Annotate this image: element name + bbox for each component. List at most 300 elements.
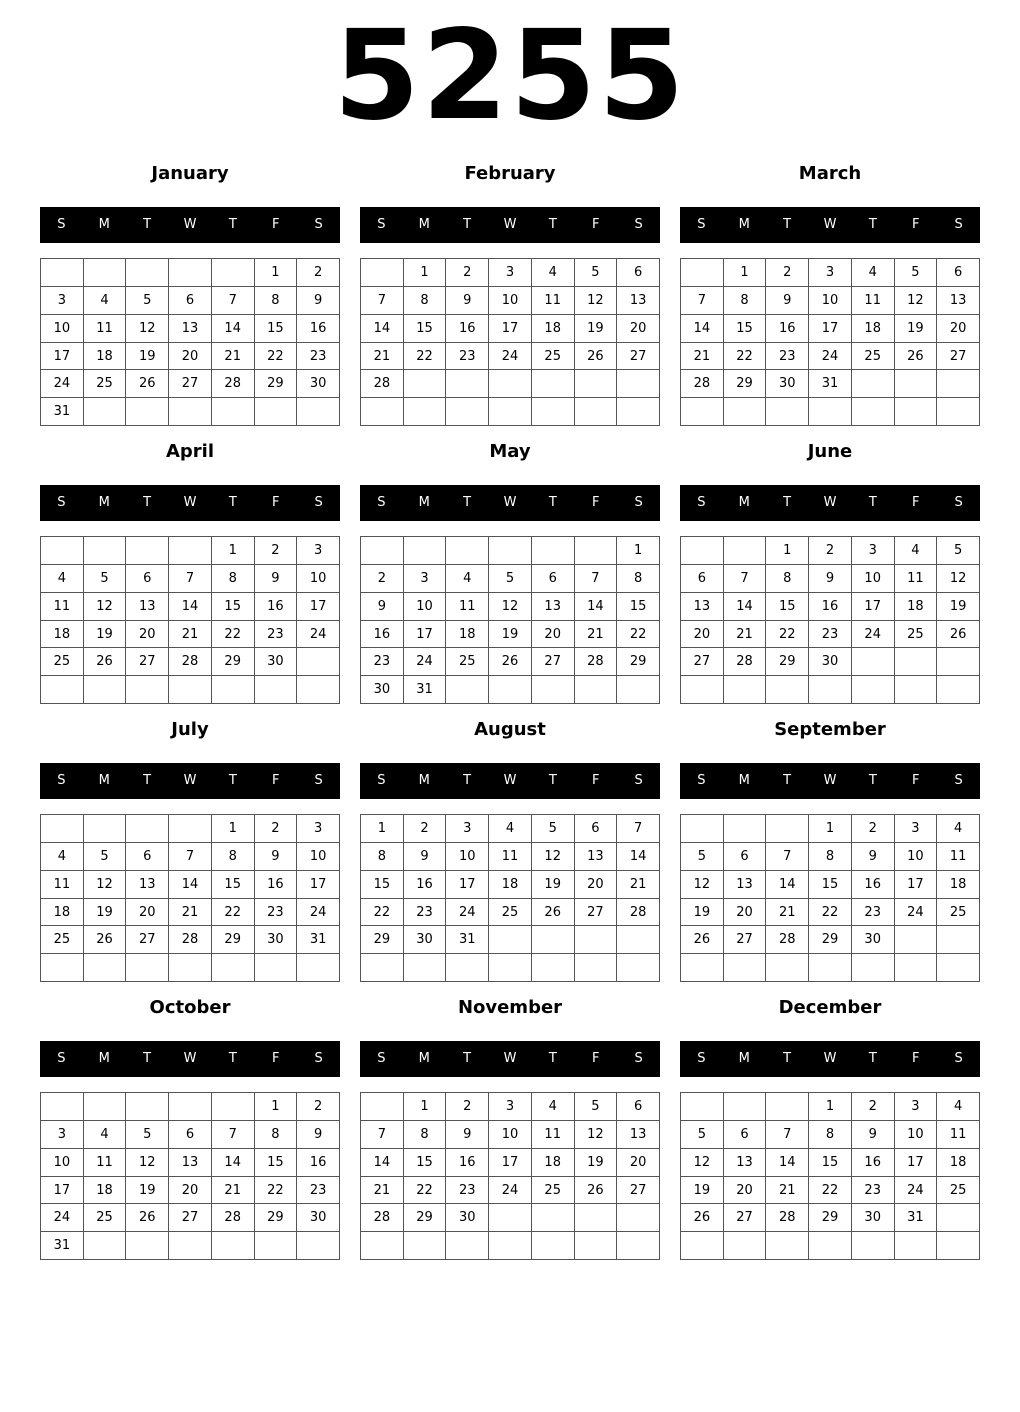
- day-cell: 20: [937, 315, 980, 343]
- day-cell: 9: [297, 287, 340, 315]
- day-cell: 30: [297, 370, 340, 398]
- day-cell: 28: [169, 648, 212, 676]
- empty-cell: [895, 398, 938, 426]
- day-cell: 11: [41, 871, 84, 899]
- day-cell: 3: [446, 815, 489, 843]
- day-cell: 7: [361, 287, 404, 315]
- day-cell: 1: [212, 537, 255, 565]
- day-cell: 17: [895, 871, 938, 899]
- day-cell: 30: [766, 370, 809, 398]
- empty-cell: [84, 259, 127, 287]
- day-cell: 20: [724, 1177, 767, 1205]
- weekday-label: T: [868, 773, 877, 788]
- month-name: October: [149, 997, 231, 1018]
- day-cell: 23: [297, 343, 340, 371]
- day-cell: 8: [255, 1121, 298, 1149]
- day-cell: 3: [297, 537, 340, 565]
- empty-cell: [446, 398, 489, 426]
- day-cell: 5: [575, 1093, 618, 1121]
- weekday-label: S: [954, 1051, 963, 1066]
- day-cell: 29: [255, 370, 298, 398]
- weekday-label: M: [98, 773, 110, 788]
- day-cell: 3: [809, 259, 852, 287]
- day-cell: 16: [852, 1149, 895, 1177]
- weekday-label: T: [548, 217, 557, 232]
- day-cell: 24: [852, 621, 895, 649]
- day-cell: 2: [852, 1093, 895, 1121]
- day-cell: 20: [575, 871, 618, 899]
- day-cell: 25: [489, 899, 532, 927]
- empty-cell: [617, 370, 660, 398]
- empty-cell: [724, 537, 767, 565]
- day-cell: 26: [937, 621, 980, 649]
- day-cell: 28: [212, 1204, 255, 1232]
- weekday-label: S: [57, 773, 66, 788]
- empty-cell: [169, 815, 212, 843]
- empty-cell: [126, 259, 169, 287]
- day-cell: 19: [681, 899, 724, 927]
- day-cell: 5: [84, 843, 127, 871]
- day-cell: 22: [809, 899, 852, 927]
- day-cell: 23: [852, 899, 895, 927]
- weekday-label: F: [271, 495, 280, 510]
- empty-cell: [41, 1093, 84, 1121]
- day-cell: 9: [255, 565, 298, 593]
- day-cell: 5: [532, 815, 575, 843]
- day-cell: 5: [126, 287, 169, 315]
- day-cell: 4: [41, 565, 84, 593]
- weekday-label: T: [548, 773, 557, 788]
- day-cell: 2: [404, 815, 447, 843]
- weekday-label: W: [823, 495, 837, 510]
- day-cell: 31: [404, 676, 447, 704]
- day-cell: 2: [361, 565, 404, 593]
- day-cell: 16: [297, 1149, 340, 1177]
- empty-cell: [532, 1232, 575, 1260]
- day-cell: 7: [169, 843, 212, 871]
- day-cell: 14: [766, 871, 809, 899]
- day-cell: 13: [724, 1149, 767, 1177]
- day-cell: 12: [84, 593, 127, 621]
- day-grid: [360, 258, 660, 426]
- weekday-label: F: [591, 773, 600, 788]
- day-cell: 8: [766, 565, 809, 593]
- day-cell: 20: [617, 1149, 660, 1177]
- empty-cell: [532, 676, 575, 704]
- day-cell: 13: [681, 593, 724, 621]
- weekday-label: T: [143, 217, 152, 232]
- empty-cell: [126, 398, 169, 426]
- day-cell: 31: [446, 926, 489, 954]
- day-cell: 4: [532, 259, 575, 287]
- day-cell: 26: [489, 648, 532, 676]
- empty-cell: [575, 370, 618, 398]
- day-cell: 17: [809, 315, 852, 343]
- day-cell: 8: [212, 843, 255, 871]
- day-cell: 31: [297, 926, 340, 954]
- empty-cell: [489, 1232, 532, 1260]
- day-cell: 16: [404, 871, 447, 899]
- empty-cell: [126, 676, 169, 704]
- empty-cell: [169, 954, 212, 982]
- day-cell: 10: [404, 593, 447, 621]
- day-cell: 9: [297, 1121, 340, 1149]
- day-cell: 13: [617, 1121, 660, 1149]
- weekday-label: T: [783, 773, 792, 788]
- empty-cell: [724, 1232, 767, 1260]
- weekday-label: S: [634, 773, 643, 788]
- day-cell: 12: [126, 1149, 169, 1177]
- day-cell: 4: [489, 815, 532, 843]
- weekday-label: M: [418, 495, 430, 510]
- day-cell: 20: [724, 899, 767, 927]
- empty-cell: [895, 648, 938, 676]
- weekday-label: S: [954, 217, 963, 232]
- empty-cell: [361, 1232, 404, 1260]
- day-cell: 2: [809, 537, 852, 565]
- day-cell: 29: [212, 926, 255, 954]
- day-cell: 14: [361, 1149, 404, 1177]
- day-cell: 3: [895, 1093, 938, 1121]
- empty-cell: [937, 676, 980, 704]
- day-cell: 7: [361, 1121, 404, 1149]
- day-cell: 25: [937, 899, 980, 927]
- day-cell: 15: [724, 315, 767, 343]
- day-cell: 5: [126, 1121, 169, 1149]
- weekday-label: S: [634, 495, 643, 510]
- empty-cell: [617, 926, 660, 954]
- month-name: July: [171, 719, 209, 740]
- day-cell: 24: [41, 370, 84, 398]
- day-cell: 23: [852, 1177, 895, 1205]
- month-november: [360, 994, 660, 1272]
- empty-cell: [766, 1093, 809, 1121]
- day-cell: 4: [84, 287, 127, 315]
- day-cell: 30: [404, 926, 447, 954]
- day-cell: 5: [937, 537, 980, 565]
- month-march: [680, 160, 980, 438]
- day-cell: 29: [766, 648, 809, 676]
- day-cell: 18: [852, 315, 895, 343]
- empty-cell: [212, 676, 255, 704]
- day-cell: 24: [297, 621, 340, 649]
- day-cell: 22: [361, 899, 404, 927]
- day-cell: 3: [297, 815, 340, 843]
- weekday-label: W: [503, 217, 517, 232]
- day-cell: 8: [724, 287, 767, 315]
- empty-cell: [575, 537, 618, 565]
- day-cell: 21: [766, 1177, 809, 1205]
- empty-cell: [297, 1232, 340, 1260]
- day-cell: 11: [532, 1121, 575, 1149]
- day-cell: 23: [361, 648, 404, 676]
- day-grid: [680, 258, 980, 426]
- month-february: [360, 160, 660, 438]
- empty-cell: [617, 676, 660, 704]
- day-cell: 16: [255, 871, 298, 899]
- months-grid: [40, 160, 980, 1272]
- empty-cell: [41, 676, 84, 704]
- empty-cell: [575, 1232, 618, 1260]
- day-cell: 15: [255, 1149, 298, 1177]
- day-cell: 17: [297, 871, 340, 899]
- day-cell: 27: [126, 926, 169, 954]
- empty-cell: [446, 1232, 489, 1260]
- day-cell: 20: [532, 621, 575, 649]
- day-cell: 26: [126, 1204, 169, 1232]
- empty-cell: [852, 370, 895, 398]
- day-cell: 7: [617, 815, 660, 843]
- day-cell: 15: [809, 1149, 852, 1177]
- weekday-label: W: [823, 773, 837, 788]
- day-cell: 1: [404, 1093, 447, 1121]
- weekday-label: S: [377, 1051, 386, 1066]
- weekday-label: W: [503, 495, 517, 510]
- empty-cell: [84, 1232, 127, 1260]
- day-cell: 17: [41, 343, 84, 371]
- day-cell: 9: [766, 287, 809, 315]
- empty-cell: [532, 370, 575, 398]
- day-cell: 17: [489, 315, 532, 343]
- weekday-label: F: [911, 773, 920, 788]
- day-cell: 27: [681, 648, 724, 676]
- empty-cell: [404, 537, 447, 565]
- empty-cell: [724, 954, 767, 982]
- day-grid: [360, 814, 660, 982]
- day-cell: 17: [852, 593, 895, 621]
- weekday-label: M: [98, 495, 110, 510]
- day-cell: 17: [297, 593, 340, 621]
- day-cell: 10: [489, 1121, 532, 1149]
- day-cell: 7: [766, 843, 809, 871]
- day-grid: [360, 1092, 660, 1260]
- day-cell: 10: [895, 1121, 938, 1149]
- empty-cell: [532, 537, 575, 565]
- weekday-label: F: [271, 773, 280, 788]
- day-cell: 10: [297, 565, 340, 593]
- day-cell: 8: [255, 287, 298, 315]
- day-cell: 25: [852, 343, 895, 371]
- day-cell: 23: [255, 621, 298, 649]
- day-cell: 9: [852, 843, 895, 871]
- day-cell: 1: [724, 259, 767, 287]
- day-cell: 2: [297, 1093, 340, 1121]
- empty-cell: [937, 1232, 980, 1260]
- day-cell: 28: [724, 648, 767, 676]
- day-cell: 8: [404, 1121, 447, 1149]
- weekday-label: T: [228, 217, 237, 232]
- day-cell: 12: [126, 315, 169, 343]
- day-grid: [680, 814, 980, 982]
- day-cell: 9: [809, 565, 852, 593]
- empty-cell: [532, 954, 575, 982]
- empty-cell: [532, 1204, 575, 1232]
- weekday-label: M: [738, 495, 750, 510]
- day-cell: 15: [255, 315, 298, 343]
- day-cell: 12: [489, 593, 532, 621]
- empty-cell: [212, 954, 255, 982]
- day-cell: 2: [852, 815, 895, 843]
- empty-cell: [361, 537, 404, 565]
- day-cell: 12: [575, 1121, 618, 1149]
- day-cell: 28: [212, 370, 255, 398]
- weekday-label: T: [463, 1051, 472, 1066]
- empty-cell: [446, 676, 489, 704]
- month-name: August: [474, 719, 546, 740]
- empty-cell: [937, 1204, 980, 1232]
- day-grid: [680, 536, 980, 704]
- weekday-label: W: [183, 773, 197, 788]
- day-cell: 1: [766, 537, 809, 565]
- weekday-label: T: [143, 495, 152, 510]
- day-cell: 25: [895, 621, 938, 649]
- day-cell: 20: [126, 899, 169, 927]
- day-cell: 19: [895, 315, 938, 343]
- weekday-label: T: [783, 1051, 792, 1066]
- weekday-label: S: [377, 495, 386, 510]
- day-cell: 11: [41, 593, 84, 621]
- day-cell: 17: [404, 621, 447, 649]
- empty-cell: [937, 370, 980, 398]
- empty-cell: [724, 815, 767, 843]
- weekday-label: S: [57, 1051, 66, 1066]
- empty-cell: [212, 1093, 255, 1121]
- empty-cell: [404, 370, 447, 398]
- day-cell: 28: [169, 926, 212, 954]
- weekday-label: T: [143, 1051, 152, 1066]
- weekday-label: W: [823, 217, 837, 232]
- empty-cell: [681, 815, 724, 843]
- day-cell: 6: [575, 815, 618, 843]
- day-cell: 4: [852, 259, 895, 287]
- day-cell: 21: [575, 621, 618, 649]
- day-cell: 24: [404, 648, 447, 676]
- day-cell: 19: [937, 593, 980, 621]
- day-cell: 8: [809, 1121, 852, 1149]
- year-title: 5255: [333, 4, 687, 148]
- empty-cell: [766, 1232, 809, 1260]
- day-cell: 9: [446, 287, 489, 315]
- empty-cell: [489, 398, 532, 426]
- day-cell: 18: [937, 871, 980, 899]
- day-cell: 13: [617, 287, 660, 315]
- weekday-label: S: [954, 773, 963, 788]
- day-cell: 29: [617, 648, 660, 676]
- day-cell: 29: [724, 370, 767, 398]
- day-cell: 31: [41, 1232, 84, 1260]
- weekday-label: T: [463, 773, 472, 788]
- month-name: September: [774, 719, 886, 740]
- day-cell: 6: [532, 565, 575, 593]
- day-cell: 3: [41, 1121, 84, 1149]
- day-cell: 26: [681, 926, 724, 954]
- day-cell: 25: [84, 370, 127, 398]
- day-cell: 1: [809, 1093, 852, 1121]
- day-cell: 14: [617, 843, 660, 871]
- empty-cell: [212, 398, 255, 426]
- day-cell: 24: [41, 1204, 84, 1232]
- day-cell: 16: [361, 621, 404, 649]
- weekday-label: S: [314, 773, 323, 788]
- day-cell: 18: [446, 621, 489, 649]
- weekday-label: S: [634, 1051, 643, 1066]
- empty-cell: [895, 676, 938, 704]
- day-cell: 20: [681, 621, 724, 649]
- day-cell: 24: [446, 899, 489, 927]
- day-cell: 13: [169, 1149, 212, 1177]
- month-january: [40, 160, 340, 438]
- day-cell: 23: [297, 1177, 340, 1205]
- empty-cell: [681, 1093, 724, 1121]
- weekday-label: T: [868, 495, 877, 510]
- weekday-label: M: [738, 217, 750, 232]
- empty-cell: [895, 370, 938, 398]
- day-cell: 22: [255, 1177, 298, 1205]
- day-cell: 29: [404, 1204, 447, 1232]
- weekday-label: S: [697, 495, 706, 510]
- month-name: November: [457, 997, 563, 1018]
- weekday-label: M: [418, 773, 430, 788]
- day-cell: 18: [937, 1149, 980, 1177]
- empty-cell: [361, 954, 404, 982]
- month-name: December: [778, 997, 882, 1018]
- day-cell: 19: [126, 1177, 169, 1205]
- month-name: March: [798, 163, 862, 184]
- day-cell: 27: [575, 899, 618, 927]
- weekday-header: [40, 485, 340, 521]
- day-cell: 9: [446, 1121, 489, 1149]
- day-cell: 21: [212, 1177, 255, 1205]
- empty-cell: [532, 398, 575, 426]
- day-cell: 6: [169, 287, 212, 315]
- day-cell: 15: [404, 315, 447, 343]
- empty-cell: [681, 398, 724, 426]
- day-cell: 22: [809, 1177, 852, 1205]
- day-grid: [40, 536, 340, 704]
- empty-cell: [126, 815, 169, 843]
- weekday-label: T: [143, 773, 152, 788]
- day-cell: 2: [766, 259, 809, 287]
- day-cell: 24: [489, 343, 532, 371]
- day-cell: 22: [724, 343, 767, 371]
- empty-cell: [84, 398, 127, 426]
- month-august: [360, 716, 660, 994]
- day-cell: 21: [724, 621, 767, 649]
- empty-cell: [169, 537, 212, 565]
- day-cell: 13: [169, 315, 212, 343]
- day-cell: 22: [212, 621, 255, 649]
- day-cell: 3: [489, 1093, 532, 1121]
- day-cell: 28: [617, 899, 660, 927]
- empty-cell: [446, 954, 489, 982]
- day-cell: 5: [84, 565, 127, 593]
- day-cell: 12: [532, 843, 575, 871]
- empty-cell: [681, 676, 724, 704]
- weekday-label: T: [868, 217, 877, 232]
- day-cell: 14: [212, 315, 255, 343]
- empty-cell: [41, 954, 84, 982]
- day-cell: 31: [895, 1204, 938, 1232]
- day-cell: 8: [404, 287, 447, 315]
- day-cell: 22: [212, 899, 255, 927]
- day-cell: 11: [84, 1149, 127, 1177]
- day-cell: 2: [255, 537, 298, 565]
- empty-cell: [297, 954, 340, 982]
- day-cell: 31: [809, 370, 852, 398]
- weekday-label: W: [503, 1051, 517, 1066]
- empty-cell: [361, 259, 404, 287]
- empty-cell: [169, 676, 212, 704]
